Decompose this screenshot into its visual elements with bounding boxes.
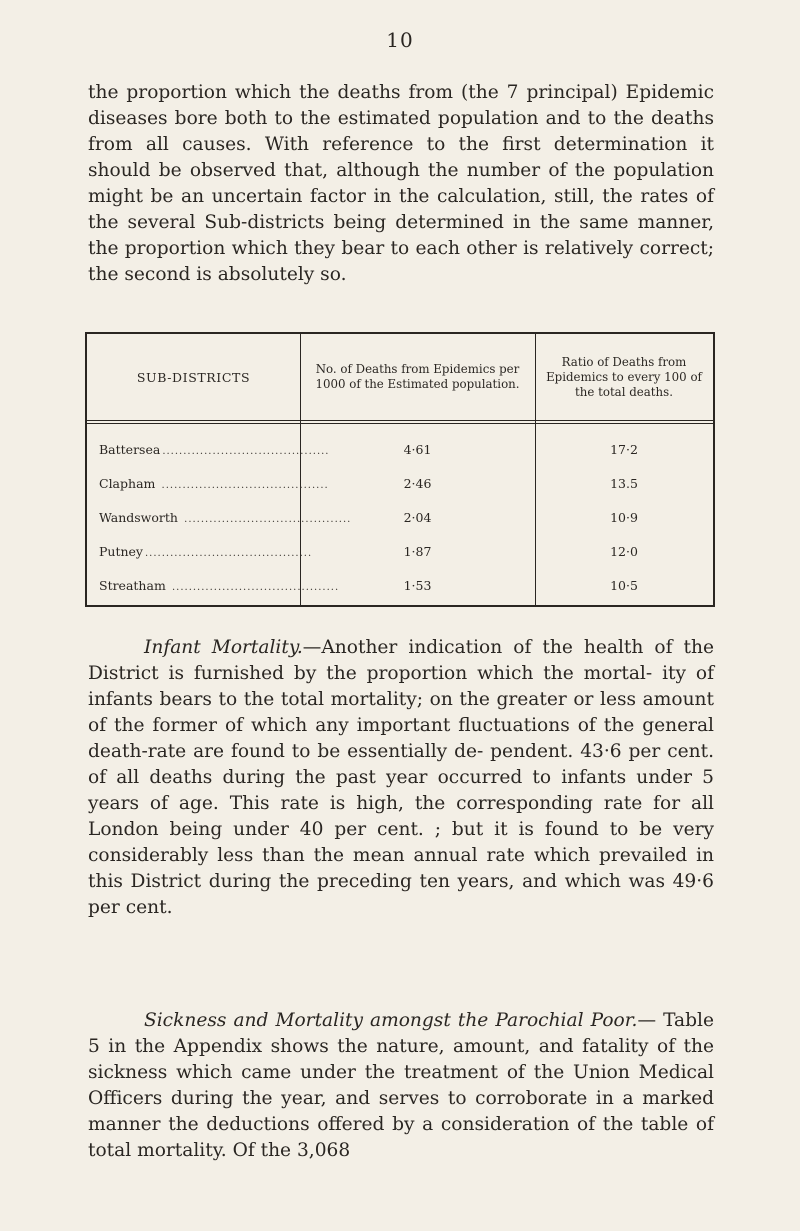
sub-district-name: Streatham <box>99 578 166 593</box>
ratio-per-100: 10·9 <box>610 510 638 525</box>
deaths-per-1000: 2·04 <box>403 510 432 525</box>
table-row: Battersea ........................................ 4·61 17·2 <box>87 434 713 468</box>
sickness-mortality-heading: Sickness and Mortality amongst the Parochial Poor. <box>144 1010 638 1031</box>
table-row: Clapham ........................................ 2·46 13.5 <box>87 468 713 502</box>
deaths-per-1000: 4·61 <box>403 442 432 457</box>
infant-mortality-paragraph <box>88 635 714 921</box>
table-row: Streatham ........................................ 1·53 10·5 <box>87 570 713 604</box>
sickness-mortality-paragraph <box>88 1008 714 1164</box>
infant-mortality-heading: Infant Mortality. <box>144 637 303 658</box>
infant-mortality-body: —Another indication of the health of the District is furnished by the proportion which the mortal- ity of infants bears to the total mortality; on the greater or less amount of the former of which any important fluctuations of the general death-rate are found to be essentially de- pendent. 43·6 per cent. of all deaths during the past year occurred to infants under 5 years of age. This rate is high, the corresponding rate for all London being under 40 per cent. ; but it is found to be very considerably less than the mean annual rate which prevailed in this District during the preceding ten years, and which was 49·6 per cent. <box>88 637 714 918</box>
page-number: 10 <box>386 28 414 52</box>
ratio-per-100: 13.5 <box>610 476 638 491</box>
sub-district-name: Putney <box>99 544 143 559</box>
sickness-mortality-body: — Table 5 in the Appendix shows the nature, amount, and fatality of the sickness which came under the treatment of the Union Medical Officers during the year, and serves to corroborate in a marked manner the deductions offered by a consideration of the table of total mortality. Of the 3,068 <box>88 1010 714 1161</box>
sub-district-name: Wandsworth <box>99 510 178 525</box>
deaths-per-1000: 1·87 <box>403 544 432 559</box>
header-rule <box>87 420 713 421</box>
ratio-per-100: 17·2 <box>610 442 638 457</box>
header-rule <box>87 423 713 424</box>
table-row: Wandsworth ........................................ 2·04 10·9 <box>87 502 713 536</box>
intro-paragraph: the proportion which the deaths from (the 7 principal) Epidemic diseases bore both to the estimated population and to the deaths from all causes. With reference to the first determination it should be observed that, although the number of the population might be an uncertain factor in the calculation, still, the rates of the several Sub-districts being determined in the same manner, the proportion which they bear to each other is relatively correct; the second is absolutely so. <box>88 82 714 285</box>
header-deaths-per-1000: No. of Deaths from Epidemics per 1000 of the Estimated population. <box>315 362 520 391</box>
header-sub-districts: SUB-DISTRICTS <box>136 369 251 385</box>
deaths-per-1000: 1·53 <box>403 578 432 593</box>
epidemic-deaths-table <box>85 332 715 607</box>
table-row: Putney ........................................ 1·87 12·0 <box>87 536 713 570</box>
ratio-per-100: 10·5 <box>610 578 638 593</box>
sub-district-name: Battersea <box>99 442 161 457</box>
sub-district-name: Clapham <box>99 476 156 491</box>
header-ratio-per-100: Ratio of Deaths from Epidemics to every 100 of the total deaths. <box>546 354 702 399</box>
deaths-per-1000: 2·46 <box>403 476 432 491</box>
ratio-per-100: 12·0 <box>610 544 638 559</box>
